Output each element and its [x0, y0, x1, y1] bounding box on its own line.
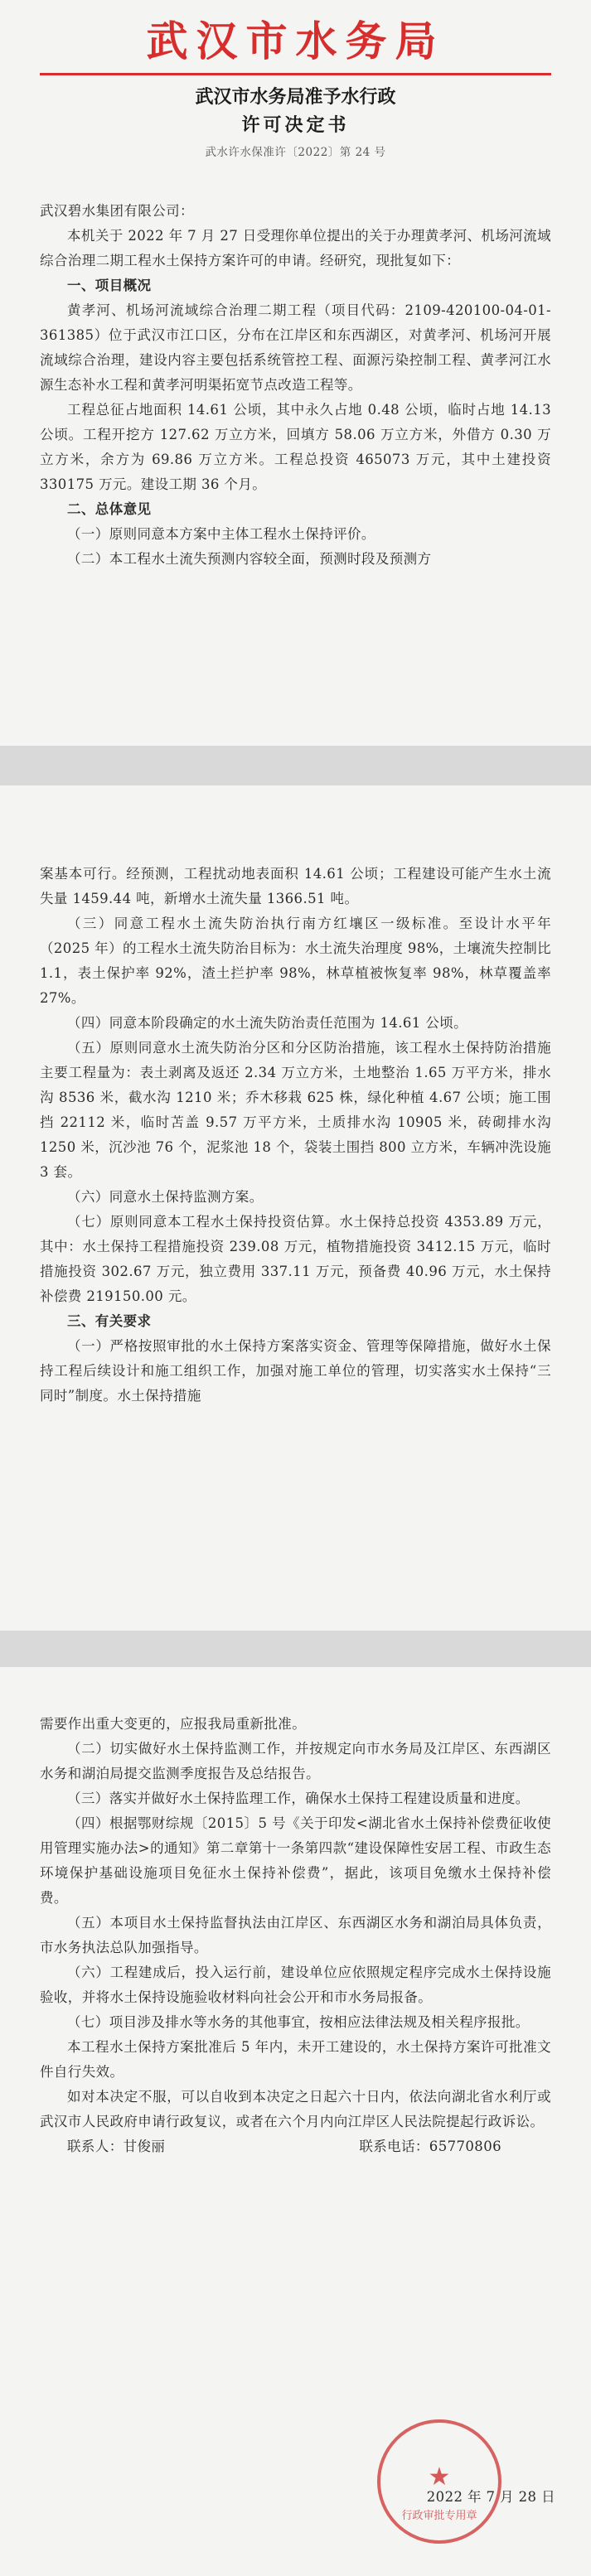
- intro-paragraph: 本机关于 2022 年 7 月 27 日受理你单位提出的关于办理黄孝河、机场河流域综合治理二期工程水土保持方案许可的申请。经研究，现批复如下：: [40, 228, 551, 268]
- opinion-item: （七）原则同意本工程水土保持投资估算。水土保持总投资 4353.89 万元，其中：水土保持工程措施投资 239.08 万元，植物措施投资 3412.15 万元，临时措施投资 302.67 万元，独立费用 337.11 万元，预备费 40.96 万元，水土保持补偿费 219150.00 元。: [40, 1214, 551, 1304]
- contact-person: 联系人：甘俊丽: [67, 2139, 166, 2154]
- signature-date: 2022 年 7 月 28 日: [426, 2489, 555, 2505]
- contact-row: [40, 2134, 551, 2159]
- project-figures: 工程总征占地面积 14.61 公顷，其中永久占地 0.48 公顷，临时占地 14.13 公顷。工程开挖方 127.62 万立方米，回填方 58.06 万立方米，外借方 0.30 万立方米，余方为 69.86 万立方米。工程总投资 465073 万元，其中土建投资 330175 万元。建设工期 36 个月。: [40, 402, 551, 492]
- section-heading: 一、项目概况: [67, 278, 152, 293]
- contact-phone: 联系电话：65770806: [359, 2139, 501, 2154]
- document-page-3: [0, 1667, 591, 2576]
- header-divider: [40, 73, 551, 75]
- requirement-item: （六）工程建成后，投入运行前，建设单位应依照规定程序完成水土保持设施验收，并将水土保持设施验收材料向社会公开和市水务局报备。: [40, 1965, 551, 2005]
- document-page-2: [0, 785, 591, 1631]
- requirement-item: （七）项目涉及排水等水务的其他事宜，按相应法律法规及相关程序报批。: [67, 2014, 530, 2030]
- continued-paragraph: 案基本可行。经预测，工程扰动地表面积 14.61 公顷；工程建设可能产生水土流失量 1459.44 吨，新增水土流失量 1366.51 吨。: [40, 866, 551, 906]
- document-number: 武水许水保准许〔2022〕第 24 号: [205, 146, 386, 159]
- section-heading: 三、有关要求: [67, 1313, 152, 1329]
- opinion-item: （五）原则同意水土流失防治分区和分区防治措施，该工程水土保持防治措施主要工程量为：表土剥离及返还 2.34 万立方米，土地整治 1.65 万平方米，排水沟 8536 米，截水沟 1210 米；乔木移栽 625 株，绿化种植 4.67 公顷；施工围挡 22112 米，临时苫盖 9.57 万平方米，土质排水沟 10905 米，砖砌排水沟 1250 米，沉沙池 76 个，泥浆池 18 个，袋装土围挡 800 立方米，车辆冲洗设施 3 套。: [40, 1040, 551, 1180]
- project-description: 黄孝河、机场河流域综合治理二期工程（项目代码：2109-420100-04-01-361385）位于武汉市江口区，分布在江岸区和东西湖区，对黄孝河、机场河开展流域综合治理，建设内容主要包括系统管控工程、面源污染控制工程、黄孝河江水源生态补水工程和黄孝河明渠拓宽节点改造工程等。: [40, 302, 551, 393]
- requirement-item: （五）本项目水土保持监督执法由江岸区、东西湖区水务和湖泊局具体负责，市水务执法总队加强指导。: [40, 1915, 551, 1955]
- seal-star-icon: ★: [428, 2462, 451, 2491]
- addressee: 武汉碧水集团有限公司：: [40, 203, 194, 219]
- opinion-item: （四）同意本阶段确定的水土流失防治责任范围为 14.61 公顷。: [67, 1015, 468, 1031]
- official-seal: [377, 2419, 501, 2544]
- page3-body: [40, 1712, 551, 2159]
- opinion-item: （六）同意水土保持监测方案。: [67, 1189, 264, 1205]
- validity-paragraph: 本工程水土保持方案批准后 5 年内，未开工建设的，水土保持方案许可批准文件自行失效。: [40, 2039, 551, 2080]
- appeal-paragraph: 如对本决定不服，可以自收到本决定之日起六十日内，依法向湖北省水利厅或武汉市人民政府申请行政复议，或者在六个月内向江岸区人民法院提起行政诉讼。: [40, 2089, 551, 2129]
- document-subtitle: 许可决定书: [241, 115, 350, 136]
- agency-header: 武汉市水务局: [146, 17, 445, 65]
- continued-paragraph: 需要作出重大变更的，应报我局重新批准。: [40, 1716, 307, 1732]
- requirement-item: （一）严格按照审批的水土保持方案落实资金、管理等保障措施，做好水土保持工程后续设计和施工组织工作，加强对施工单位的管理，切实落实水土保持“三同时”制度。水土保持措施: [40, 1338, 551, 1404]
- section-heading: 二、总体意见: [67, 501, 152, 517]
- requirement-item: （三）落实并做好水土保持监理工作，确保水土保持工程建设质量和进度。: [67, 1791, 530, 1806]
- requirement-item: （四）根据鄂财综规〔2015〕5 号《关于印发<湖北省水土保持补偿费征收使用管理实施办法>的通知》第二章第十一条第四款“建设保障性安居工程、市政生态环境保护基础设施项目免征水土保持补偿费”，据此，该项目免缴水土保持补偿费。: [40, 1815, 551, 1906]
- opinion-item: （三）同意工程水土流失防治执行南方红壤区一级标准。至设计水平年（2025 年）的工程水土流失防治目标为：水土流失治理度 98%，土壤流失控制比 1.1，表土保护率 92%，渣土拦护率 98%，林草植被恢复率 98%，林草覆盖率 27%。: [40, 916, 551, 1006]
- opinion-item: （二）本工程水土流失预测内容较全面，预测时段及预测方: [67, 551, 432, 567]
- document-title: 武汉市水务局准予水行政: [195, 87, 396, 108]
- page2-body: [40, 862, 551, 1409]
- page1-body: [40, 199, 551, 572]
- document-page-1: [0, 0, 591, 746]
- requirement-item: （二）切实做好水土保持监测工作，并按规定向市水务局及江岸区、东西湖区水务和湖泊局提交监测季度报告及总结报告。: [40, 1741, 551, 1781]
- opinion-item: （一）原则同意本方案中主体工程水土保持评价。: [67, 526, 375, 542]
- seal-text: 行政审批专用章: [401, 2510, 477, 2522]
